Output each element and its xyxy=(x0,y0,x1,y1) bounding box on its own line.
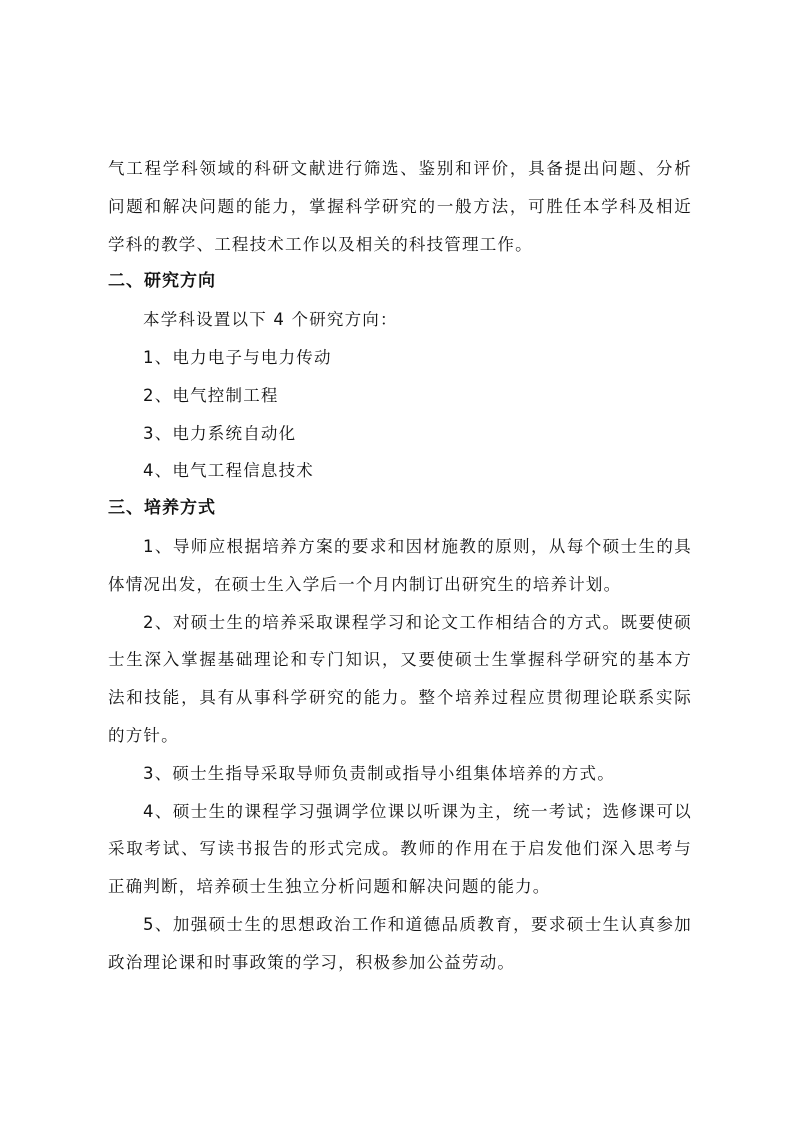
research-directions-intro: 本学科设置以下 4 个研究方向： xyxy=(143,310,398,330)
training-method-paragraph: 1、导师应根据培养方案的要求和因材施教的原则，从每个硕士生的具体情况出发，在硕士生入学后一个月内制订出研究生的培养计划。 xyxy=(108,536,692,594)
training-method-paragraph: 4、硕士生的课程学习强调学位课以听课为主，统一考试；选修课可以采取考试、写读书报告的形式完成。教师的作用在于启发他们深入思考与正确判断，培养硕士生独立分析问题和解决问题的能力。 xyxy=(108,801,692,897)
research-direction-item: 1、电力电子与电力传动 xyxy=(143,347,332,367)
document-body xyxy=(108,150,692,982)
research-direction-item: 4、电气工程信息技术 xyxy=(143,461,314,481)
research-direction-item: 3、电力系统自动化 xyxy=(143,423,297,443)
training-method-paragraph: 2、对硕士生的培养采取课程学习和论文工作相结合的方式。既要使硕士生深入掌握基础理论和专门知识，又要使硕士生掌握科学研究的基本方法和技能，具有从事科学研究的能力。整个培养过程应贯彻理论联系实际的方针。 xyxy=(108,612,692,745)
research-direction-item: 2、电气控制工程 xyxy=(143,385,279,405)
training-method-paragraph: 5、加强硕士生的思想政治工作和道德品质教育，要求硕士生认真参加政治理论课和时事政策的学习，积极参加公益劳动。 xyxy=(108,914,692,972)
section-heading-research-directions: 二、研究方向 xyxy=(108,271,216,292)
training-method-paragraph: 3、硕士生指导采取导师负责制或指导小组集体培养的方式。 xyxy=(143,763,615,783)
intro-paragraph: 气工程学科领域的科研文献进行筛选、鉴别和评价，具备提出问题、分析问题和解决问题的能力，掌握科学研究的一般方法，可胜任本学科及相近学科的教学、工程技术工作以及相关的科技管理工作。 xyxy=(108,159,692,254)
section-heading-training-methods: 三、培养方式 xyxy=(108,498,216,519)
